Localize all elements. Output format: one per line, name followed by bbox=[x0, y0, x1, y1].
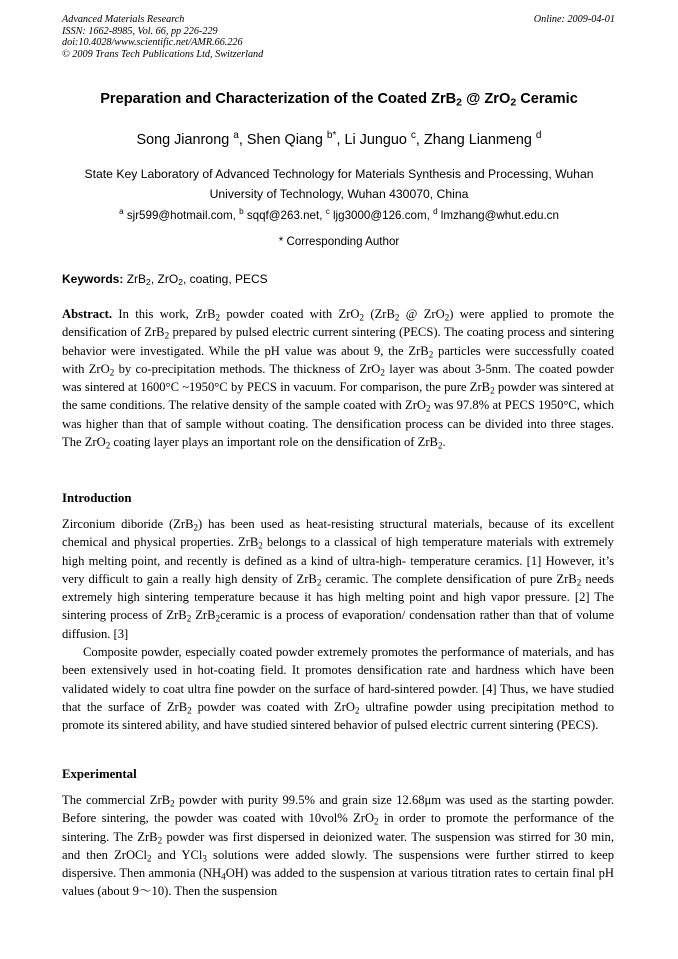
subscript: 2 bbox=[193, 522, 199, 533]
email-address: sqqf@263.net bbox=[243, 209, 320, 222]
keywords bbox=[62, 271, 268, 288]
subscript: 2 bbox=[105, 440, 111, 451]
email-address: ljg3000@126.com bbox=[329, 209, 427, 222]
email-mark: c bbox=[325, 207, 330, 217]
subscript: 2 bbox=[215, 312, 221, 323]
title-part: Preparation and Characterization of the Coated ZrB bbox=[100, 91, 457, 107]
title-subscript: 2 bbox=[510, 96, 517, 109]
paragraph: Zirconium diboride (ZrB$_2$) has been used as heat-resisting structural materials, because of its excellent chemical and physical properties. ZrB$_2$ belongs to a classical of high temperature materials with extremely high melting point, and recently is defined as a kind of ultra-high- temperature ceramics. [1] However, it’s very difficult to gain a really high density of ZrB$_2$ ceramic. The complete densification of pure ZrB$_2$ needs extremely high sintering temperature because it has high melting point and high vapor pressure. [2] The sintering process of ZrB$_2$ ZrB$_2$ceramic is a process of evaporation/ condensation rather than that of volume diffusion. [3] bbox=[62, 517, 614, 641]
issn-line: ISSN: 1662-8985, Vol. 66, pp 226-229 bbox=[62, 25, 218, 37]
author-name: Li Junguo bbox=[344, 132, 407, 148]
author-separator: , bbox=[238, 132, 247, 148]
subscript: 2 bbox=[164, 330, 170, 341]
keywords-label: Keywords: bbox=[62, 272, 124, 286]
subscript: 2 bbox=[490, 385, 495, 396]
title-part: @ ZrO bbox=[462, 91, 511, 107]
experimental-heading: Experimental bbox=[62, 767, 137, 781]
introduction-section bbox=[62, 515, 614, 735]
email-separator: , bbox=[426, 209, 434, 222]
paragraph: The commercial ZrB$_2$ powder with purity 99.5% and grain size 12.68μm was used as the starting powder. Before sintering, the powder was coated with 10vol% ZrO$_2$ in order to promote the performance of the sintering. The ZrB$_2$ powder was first dispersed in deionized water. The suspension was stirred for 30 min, and then ZrOCl$_2$ and YCl$_3$ solutions were added slowly. The suspensions were further stirred to keep dispersive. Then ammonia $(NH_4OH)$ was added to the suspension at various titration rates to certain final pH values (about 9～10). Then the suspension bbox=[62, 793, 615, 899]
author-name: Zhang Lianmeng bbox=[423, 132, 532, 148]
subscript: 2 bbox=[186, 613, 192, 624]
introduction-heading: Introduction bbox=[62, 491, 132, 505]
subscript: 2 bbox=[437, 440, 443, 451]
experimental-section bbox=[62, 791, 614, 901]
keyword-subscript: 2 bbox=[146, 277, 151, 288]
subscript: 2 bbox=[374, 816, 379, 827]
subscript: 2 bbox=[316, 577, 322, 588]
affiliation: State Key Laboratory of Advanced Technology for Materials Synthesis and Processing, Wuhan University of Technology, Wuhan 430070, China bbox=[84, 167, 594, 201]
subscript: 4 bbox=[221, 871, 226, 882]
subscript: 2 bbox=[109, 367, 115, 378]
online-date: Online: 2009-04-01 bbox=[533, 14, 615, 25]
author-name: Song Jianrong bbox=[136, 132, 230, 148]
keyword-subscript: 2 bbox=[178, 277, 183, 288]
copyright-line: © 2009 Trans Tech Publications Ltd, Switzerland bbox=[62, 48, 264, 60]
subscript: 2 bbox=[359, 312, 365, 323]
subscript: 3 bbox=[202, 853, 207, 864]
subscript: 2 bbox=[258, 540, 263, 551]
corresponding-author-note: * Corresponding Author bbox=[278, 235, 400, 248]
email-mark: a bbox=[119, 207, 124, 217]
email-list bbox=[40, 207, 638, 224]
subscript: 2 bbox=[426, 403, 431, 414]
author-mark: a bbox=[233, 130, 239, 142]
subscript: 2 bbox=[157, 834, 163, 845]
author-separator: , bbox=[336, 132, 345, 148]
author-mark: b* bbox=[326, 130, 337, 142]
title-subscript: 2 bbox=[456, 96, 463, 109]
abstract-body: In this work, ZrB$_2$ powder coated with ZrO$_2$ (ZrB$_2$ @ ZrO$_2$) were applied to promote the densification of ZrB$_2$ prepared by pulsed electric current sintering (PECS). The coating process and sintering behavior were investigated. While the pH value was about 9, the ZrB$_2$ particles were successfully coated with ZrO$_2$ by co-precipitation methods. The thickness of ZrO$_2$ layer was about 3-5nm. The coated powder was sintered at 1600°C ~1950°C by PECS in vacuum. For comparison, the pure ZrB$_2$ powder was sintered at the same conditions. The relative density of the sample coated with ZrO$_2$ was 97.8% at PECS 1950°C, which was higher than that of sample without coating. The densification process can be divided into three stages. The ZrO$_2$ coating layer plays an important role on the densification of ZrB$_2$. bbox=[62, 307, 615, 451]
doi-line: doi:10.4028/www.scientific.net/AMR.66.226 bbox=[62, 37, 243, 48]
keyword-text: , ZrO bbox=[150, 272, 179, 286]
subscript: 2 bbox=[380, 367, 385, 378]
author-separator: , bbox=[415, 132, 424, 148]
title-part: Ceramic bbox=[516, 91, 578, 107]
email-address: sjr599@hotmail.com bbox=[123, 209, 233, 222]
email-separator: , bbox=[319, 209, 326, 222]
email-address: lmzhang@whut.edu.cn bbox=[437, 209, 559, 222]
abstract-label: Abstract. bbox=[62, 307, 113, 321]
keyword-text: ZrB bbox=[123, 272, 147, 286]
abstract bbox=[62, 305, 614, 451]
paragraph: Composite powder, especially coated powder extremely promotes the performance of materials, and has been extensively used in hot-coating field. It promotes densification rate and hardness which have been validated widely to coat ultra fine powder on the surface of hard-sintered powder. [4] Thus, we have studied that the surface of ZrB$_2$ powder was coated with ZrO$_2$ ultrafine powder using precipitation method to promote its sintered ability, and have studied sintered behavior of pulsed electric current sintering (PECS). bbox=[62, 645, 614, 733]
subscript: 2 bbox=[215, 613, 221, 624]
paper-title bbox=[40, 90, 638, 108]
journal-header bbox=[62, 14, 263, 60]
keyword-text: , coating, PECS bbox=[182, 272, 268, 286]
subscript: 2 bbox=[576, 577, 582, 588]
subscript: 2 bbox=[394, 312, 400, 323]
email-separator: , bbox=[232, 209, 240, 222]
subscript: 2 bbox=[170, 798, 175, 809]
author-list bbox=[40, 130, 638, 150]
author-name: Shen Qiang bbox=[246, 132, 323, 148]
subscript: 2 bbox=[428, 348, 434, 359]
email-mark: d bbox=[433, 207, 438, 217]
journal-name: Advanced Materials Research bbox=[62, 14, 185, 25]
subscript: 2 bbox=[187, 705, 192, 716]
author-mark: c bbox=[410, 130, 416, 142]
subscript: 2 bbox=[444, 312, 450, 323]
email-mark: b bbox=[239, 207, 244, 217]
author-mark: d bbox=[535, 130, 542, 142]
subscript: 2 bbox=[146, 853, 152, 864]
subscript: 2 bbox=[354, 705, 360, 716]
